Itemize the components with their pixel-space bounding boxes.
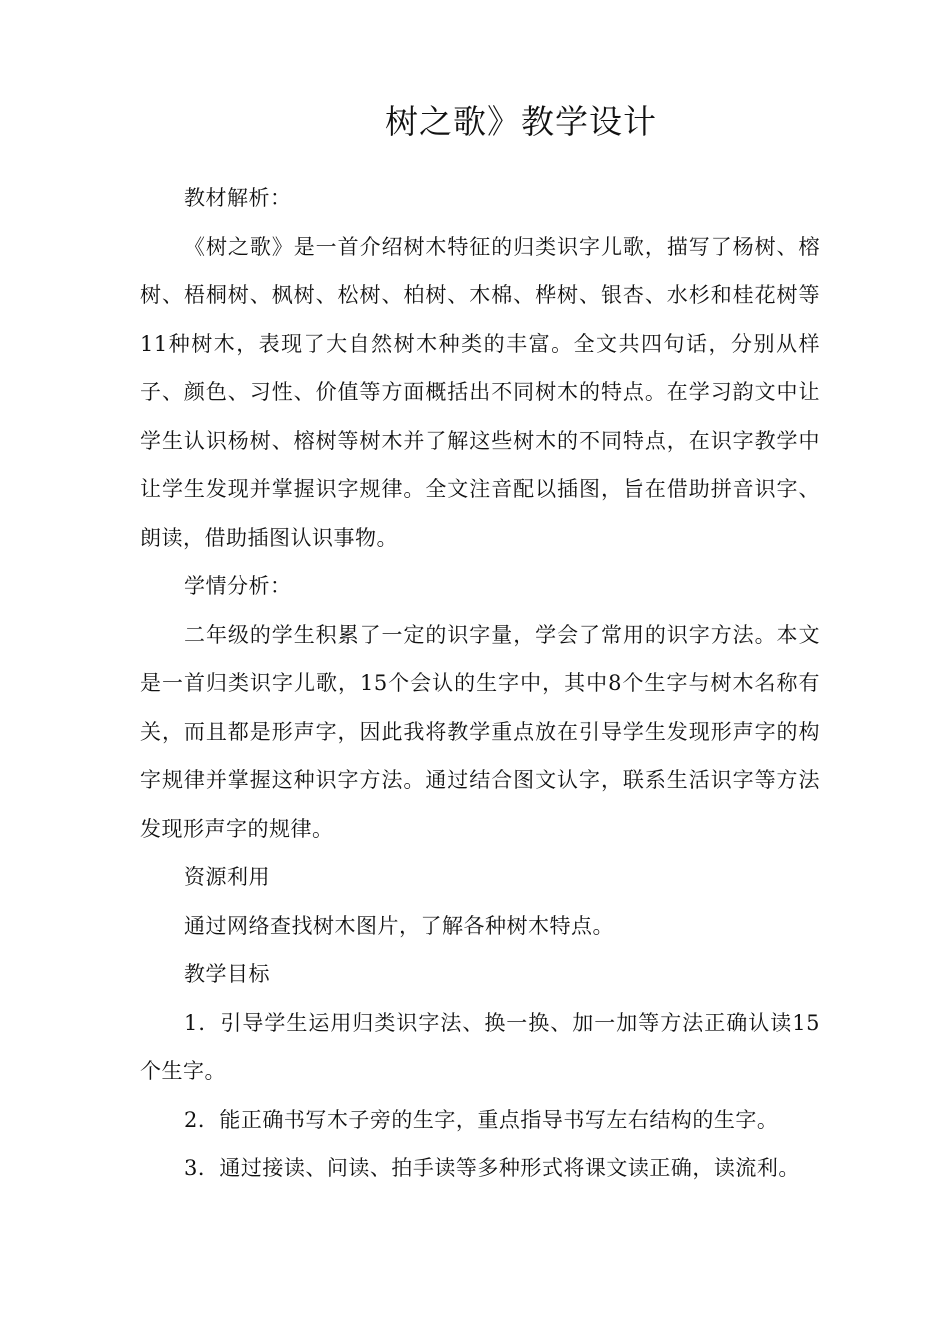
document-page bbox=[140, 92, 820, 1193]
teaching-goal-2: 2．能正确书写木子旁的生字，重点指导书写左右结构的生字。 bbox=[184, 1107, 779, 1132]
teaching-goal-3: 3．通过接读、问读、拍手读等多种形式将课文读正确，读流利。 bbox=[184, 1156, 800, 1180]
teaching-goal-1: 1．引导学生运用归类识字法、换一换、加一加等方法正确认读15个生字。 bbox=[140, 1010, 820, 1083]
student-analysis-paragraph: 二年级的学生积累了一定的识字量，学会了常用的识字方法。本文是一首归类识字儿歌，15个会认的生字中，其中8个生字与树木名称有关，而且都是形声字，因此我将教学重点放在引导学生发现形声字的构字规律并掌握这种识字方法。通过结合图文认字，联系生活识字等方法发现形声字的规律。 bbox=[140, 622, 820, 841]
resource-paragraph: 通过网络查找树木图片，了解各种树木特点。 bbox=[184, 913, 614, 938]
textbook-analysis-heading: 教材解析： bbox=[184, 186, 292, 210]
student-analysis-heading: 学情分析： bbox=[184, 574, 292, 598]
document-title: 树之歌》教学设计 bbox=[385, 102, 657, 141]
textbook-analysis-paragraph: 《树之歌》是一首介绍树木特征的归类识字儿歌，描写了杨树、榕树、梧桐树、枫树、松树、柏树、木棉、桦树、银杏、水杉和桂花树等11种树木，表现了大自然树木种类的丰富。全文共四句话，分别从样子、颜色、习性、价值等方面概括出不同树木的特点。在学习韵文中让学生认识杨树、榕树等树木并了解这些树木的不同特点，在识字教学中让学生发现并掌握识字规律。全文注音配以插图，旨在借助拼音识字、朗读，借助插图认识事物。 bbox=[140, 234, 820, 550]
teaching-goals-heading: 教学目标 bbox=[184, 962, 270, 986]
resource-heading: 资源利用 bbox=[184, 865, 270, 889]
